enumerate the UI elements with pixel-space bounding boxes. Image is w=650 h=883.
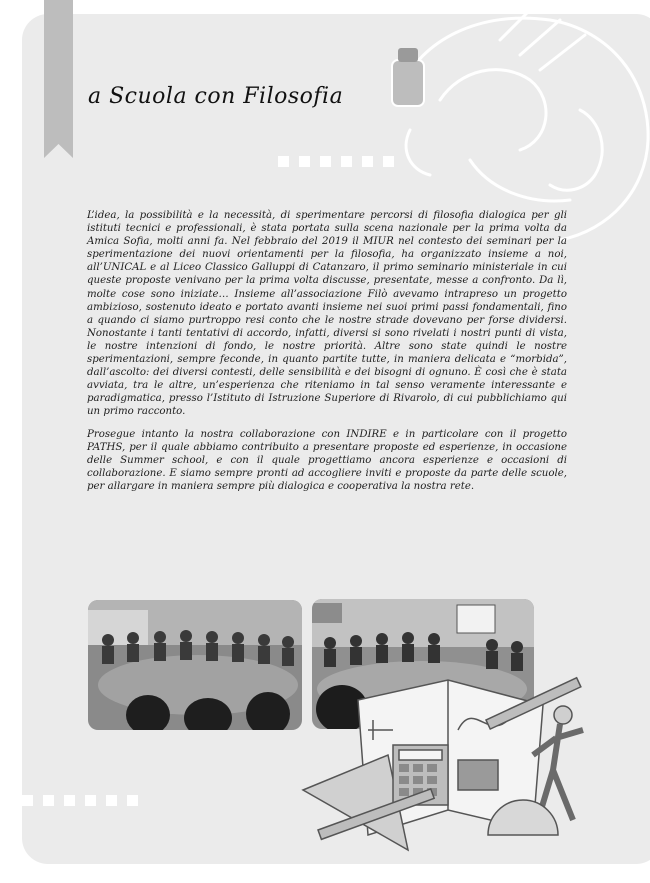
- classroom-photo-1: [88, 600, 302, 730]
- bookmark-ribbon: [44, 0, 73, 158]
- article-body: [87, 209, 567, 502]
- decorative-dots-top: [278, 156, 394, 167]
- study-tools-illustration: [298, 660, 598, 870]
- paragraph-1: L’idea, la possibilità e la necessità, di sperimentare percorsi di filosofia dialogica per gli istituti tecnici e professionali, è stata portata sulla scena nazionale per la prima volta da Amica Sofia, molti anni fa. Nel febbraio del 2019 il MIUR nel contesto dei seminari per la sperimentazione dei nuovi orientamenti per la filosofia, ha organizzato insieme a noi, all’UNICAL e al Liceo Classico Galluppi di Catanzaro, il primo seminario ministeriale in cui queste proposte venivano per la prima volta discusse, presentate, messe a confronto. Da lì, molte cose sono iniziate… Insieme all’associazione Filò avevamo intrapreso un progetto ambizioso, sostenuto ideato e portato avanti insieme nei suoi primi passi fondamentali, fino a quando ci siamo purtroppo resi conto che le nostre strade dovevano per forse dividersi. Nonostante i tanti tentativi di accordo, infatti, diversi si sono rivelati i nostri punti di vista, le nostre intenzioni di fondo, le nostre priorità. Altre sono state quindi le nostre sperimentazioni, sempre feconde, in quanto partite tutte, in maniera delicata e “morbida”, dall’ascolto: dei diversi contesti, delle sensibilità e dei bisogni di ognuno. È così che è stata avviata, tra le altre, un’esperienza che riteniamo in tal senso veramente interessante e paradigmatica, presso l’Istituto di Istruzione Superiore di Rivarolo, di cui pubblichiamo qui un primo racconto.: [87, 210, 567, 418]
- decorative-dots-bottom: [22, 795, 138, 806]
- paragraph-2: Prosegue intanto la nostra collaborazione con INDIRE e in particolare con il progetto PATHS, per il quale abbiamo contribuito a presentare proposte ed esperienze, in occasione delle Summer school, e con il quale progettiamo ancora esperienze e occasioni di collaborazione. E siamo sempre pronti ad accogliere inviti e proposte da parte delle scuole, per allargare in maniera sempre più dialogica e cooperativa la nostra rete.: [87, 428, 567, 492]
- page-title: a Scuola con Filosofia: [88, 84, 344, 109]
